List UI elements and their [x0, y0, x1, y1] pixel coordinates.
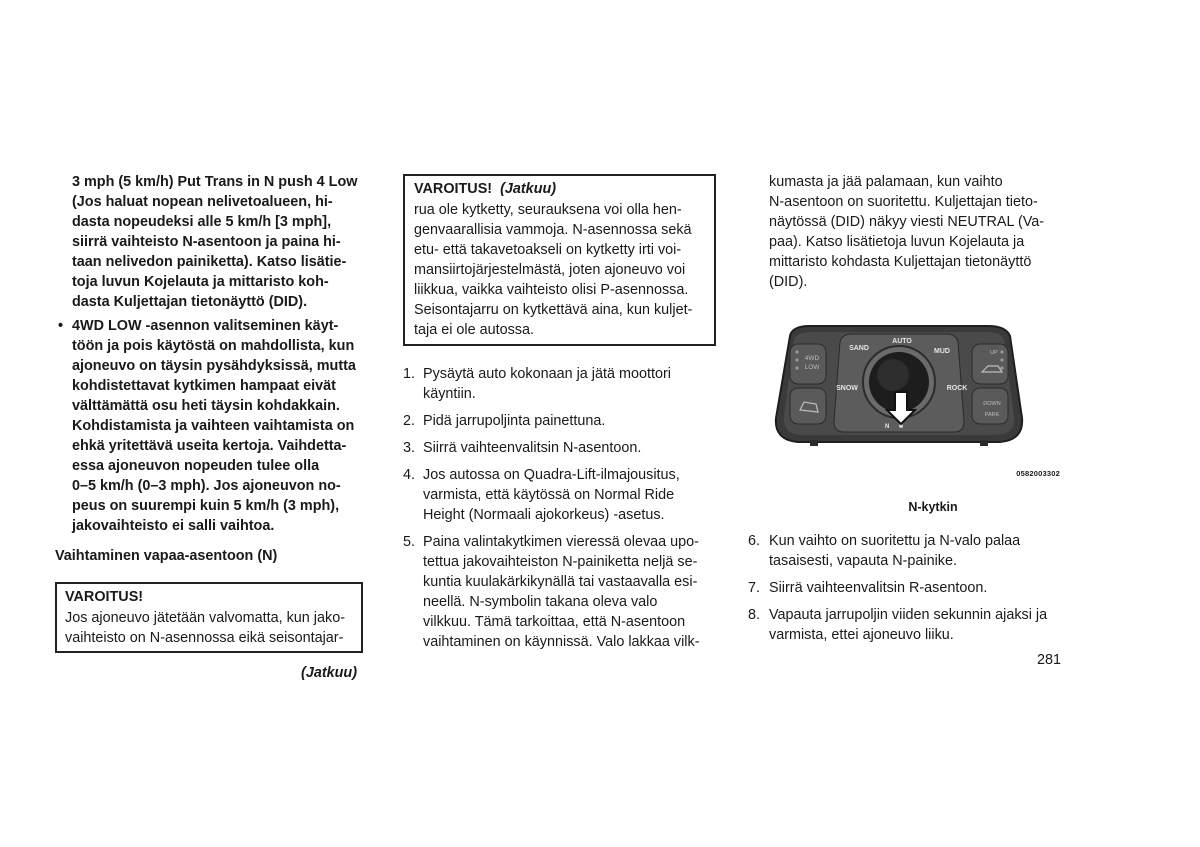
step-number: 6.	[748, 533, 761, 549]
text-line: kohdistettavat kytkimen hampaat eivät	[72, 378, 336, 394]
list-item	[748, 578, 1060, 598]
text-line: dasta nopeudeksi alle 5 km/h [3 mph],	[72, 214, 332, 230]
figure-code: 0582003302	[1016, 469, 1060, 478]
text-line: Pidä jarrupoljinta painettuna.	[423, 413, 606, 429]
text-line: välttämättä osu heti täysin kohdakkain.	[72, 398, 340, 414]
text-line: peus on suurempi kuin 5 km/h (3 mph),	[72, 498, 340, 514]
text-line: vaihtaminen on käynnissä. Valo lakkaa vilk-	[423, 634, 700, 650]
text-line: Pysäytä auto kokonaan ja jätä moottori	[423, 366, 671, 382]
text-line: töön ja pois käytöstä on mahdollista, kun	[72, 338, 355, 354]
text-line: dasta Kuljettajan tietonäyttö (DID).	[72, 294, 308, 310]
list-item	[403, 532, 715, 652]
text-line: Seisontajarru on kytkettävä aina, kun kuljet-	[414, 302, 693, 318]
label-4wd: 4WD	[804, 355, 820, 362]
warning-title: VAROITUS!	[65, 589, 144, 605]
list-item	[748, 605, 1060, 645]
step-number: 3.	[403, 440, 416, 456]
text-line: vilkkuu. Tämä tarkoittaa, että N-asentoon	[423, 614, 686, 630]
column-right	[748, 172, 1060, 652]
text-line: toja luvun Kojelauta ja mittaristo koh-	[72, 274, 329, 290]
text-line: vaihteisto on N-asennossa eikä seisontajar-	[65, 630, 344, 646]
text-line: jakovaihteisto ei salli vaihtoa.	[72, 518, 275, 534]
text-line: Kohdistamista ja vaihteen vaihtamista on	[72, 418, 355, 434]
continued-label: (Jatkuu)	[301, 665, 357, 681]
bullet-marker: •	[58, 318, 64, 334]
text-line: genvaarallisia vammoja. N-asennossa sekä	[414, 222, 692, 238]
text-line: 4WD LOW -asennon valitseminen käyt-	[72, 318, 339, 334]
text-line: rua ole kytketty, seurauksena voi olla hen-	[414, 202, 682, 218]
warning-box-continued	[403, 174, 716, 346]
text-line: paa). Katso lisätietoja luvun Kojelauta ja	[769, 234, 1025, 250]
text-line: essa ajoneuvon nopeuden tulee olla	[72, 458, 320, 474]
warning-title-continued: (Jatkuu)	[500, 181, 557, 197]
text-line: Vapauta jarrupoljin viiden sekunnin ajaksi ja	[769, 607, 1048, 623]
text-line: mittaristo kohdasta Kuljettajan tietonäyttö	[769, 254, 1032, 270]
step-number: 1.	[403, 366, 416, 382]
page-number: 281	[1037, 652, 1062, 668]
step-number: 4.	[403, 467, 416, 483]
text-line: ehkä yritettävä useita kertoja. Vaihdetta-	[72, 438, 347, 454]
procedure-steps	[403, 364, 715, 652]
label-low: LOW	[804, 364, 820, 371]
n-switch-figure	[748, 322, 1060, 497]
panel-tab	[980, 440, 988, 446]
list-item	[403, 465, 715, 525]
text-line: mansiirtojärjestelmästä, joten ajoneuvo voi	[414, 262, 686, 278]
text-line: Kun vaihto on suoritettu ja N-valo palaa	[769, 533, 1021, 549]
figure-caption: N-kytkin	[908, 500, 958, 514]
procedure-steps-continued	[748, 531, 1060, 645]
text-line: taan nelivedon painiketta). Katso lisätie-	[72, 254, 347, 270]
text-line: Paina valintakytkimen vieressä olevaa upo-	[423, 534, 699, 550]
terrain-selector-panel-illustration	[770, 322, 1028, 452]
label-down: DOWN	[983, 401, 1001, 407]
text-line: käyntiin.	[423, 386, 476, 402]
column-left	[55, 172, 365, 683]
step-number: 2.	[403, 413, 416, 429]
text-line: siirrä vaihteisto N-asentoon ja paina hi-	[72, 234, 341, 250]
mode-label-auto: AUTO	[892, 338, 912, 345]
warning-box	[55, 582, 363, 653]
text-line: 0–5 km/h (0–3 mph). Jos ajoneuvon no-	[72, 478, 341, 494]
text-line: N-asentoon on suoritettu. Kuljettajan tieto-	[769, 194, 1038, 210]
step-number: 7.	[748, 580, 761, 596]
warning-title	[414, 179, 706, 199]
list-item	[403, 438, 715, 458]
text-line: tasaisesti, vapauta N-painike.	[769, 553, 957, 569]
mode-label-snow: SNOW	[836, 385, 858, 392]
list-item	[403, 364, 715, 404]
dial-highlight	[877, 359, 909, 391]
text-line: Height (Normaali ajokorkeus) -asetus.	[423, 507, 665, 523]
text-line: Jos ajoneuvo jätetään valvomatta, kun jako-	[65, 610, 345, 626]
text-line: varmista, että käytössä on Normal Ride	[423, 487, 675, 503]
step-number: 8.	[748, 607, 761, 623]
text-line: (DID).	[769, 274, 808, 290]
text-line: (Jos haluat nopean nelivetoalueen, hi-	[72, 194, 333, 210]
continued-paragraph	[748, 172, 1060, 292]
text-line: kumasta ja jää palamaan, kun vaihto	[769, 174, 1003, 190]
text-line: näytössä (DID) näkyy viesti NEUTRAL (Va-	[769, 214, 1045, 230]
panel-tab	[810, 440, 818, 446]
bullet-item-4wd-low	[55, 316, 365, 536]
text-line: Jos autossa on Quadra-Lift-ilmajousitus,	[423, 467, 680, 483]
text-line: varmista, ettei ajoneuvo liiku.	[769, 627, 954, 643]
mode-label-rock: ROCK	[946, 385, 968, 392]
mode-label-mud: MUD	[934, 348, 950, 355]
text-line: kuntia kuulakärkikynällä tai vastaavalla esi-	[423, 574, 698, 590]
step-number: 5.	[403, 534, 416, 550]
text-line: tettua jakovaihteiston N-painiketta neljä se-	[423, 554, 698, 570]
list-item	[748, 531, 1060, 571]
text-line: liikkua, vaikka vaihteisto olisi P-asennossa.	[414, 282, 689, 298]
warning-title-text: VAROITUS!	[414, 181, 493, 197]
column-middle	[403, 174, 715, 659]
text-line: taja ei ole autossa.	[414, 322, 535, 338]
text-line: ajoneuvo on täysin pysähdyksissä, mutta	[72, 358, 356, 374]
label-up: UP	[990, 350, 998, 356]
label-park: PARK	[984, 412, 1000, 418]
mode-label-sand: SAND	[849, 345, 869, 352]
hill-descent-button[interactable]	[790, 388, 826, 424]
text-line: etu- että takavetoakseli on kytketty irti voi-	[414, 242, 682, 258]
text-line: neellä. N-symbolin takana oleva valo	[423, 594, 658, 610]
text-line: 3 mph (5 km/h) Put Trans in N push 4 Low	[72, 174, 358, 190]
section-heading: Vaihtaminen vapaa-asentoon (N)	[55, 548, 278, 564]
text-line: Siirrä vaihteenvalitsin N-asentoon.	[423, 440, 642, 456]
text-line: Siirrä vaihteenvalitsin R-asentoon.	[769, 580, 988, 596]
list-item	[403, 411, 715, 431]
continued-bullet-text	[55, 172, 365, 312]
neutral-label: N	[885, 424, 890, 430]
